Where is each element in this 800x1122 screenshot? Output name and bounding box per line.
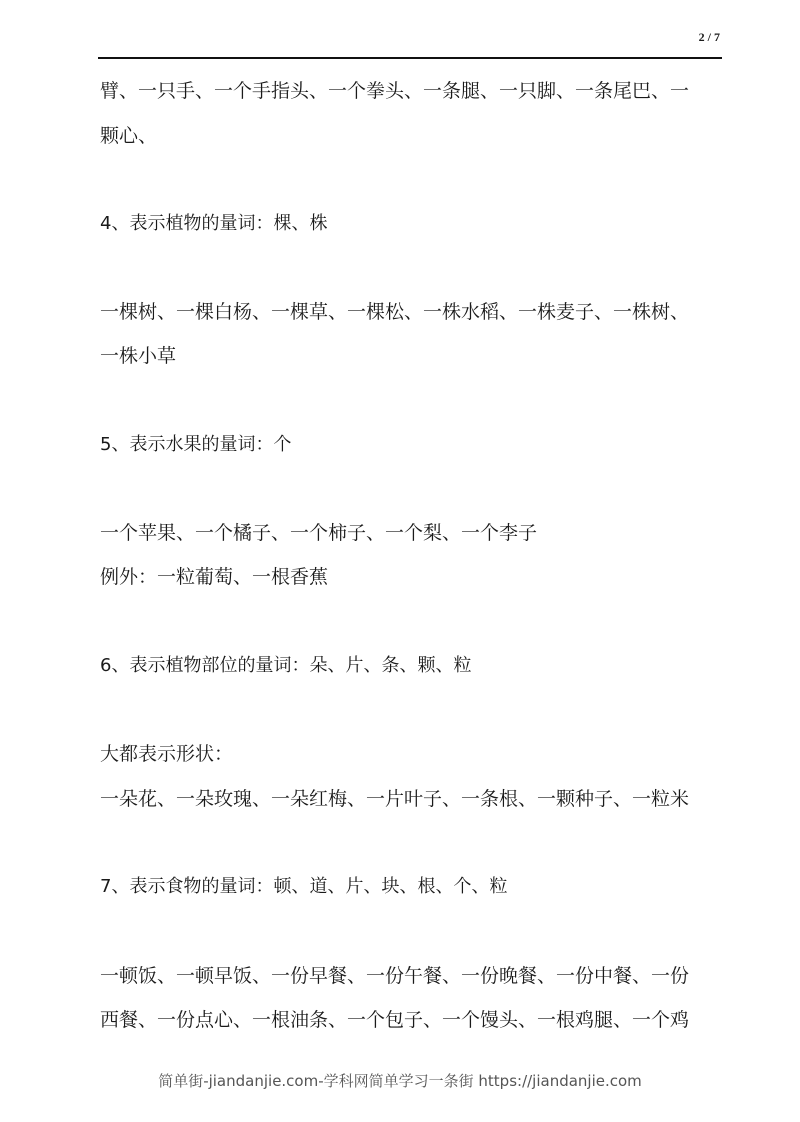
section-6-heading: 6、表示植物部位的量词：朵、片、条、颗、粒 <box>100 655 472 676</box>
section-7-heading: 7、表示食物的量词：顿、道、片、块、根、个、粒 <box>100 876 508 897</box>
continuation-line-1: 臂、一只手、一个手指头、一个拳头、一条腿、一只脚、一条尾巴、一 <box>100 80 690 102</box>
page-number: 2 / 7 <box>698 30 720 44</box>
section-5-heading: 5、表示水果的量词：个 <box>100 434 292 455</box>
section-7-line-1: 一顿饭、一顿早饭、一份早餐、一份午餐、一份晚餐、一份中餐、一份 <box>100 965 690 987</box>
section-4-heading: 4、表示植物的量词：棵、株 <box>100 213 328 234</box>
section-4-line-2: 一株小草 <box>100 345 177 367</box>
section-4-line-1: 一棵树、一棵白杨、一棵草、一棵松、一株水稻、一株麦子、一株树、 <box>100 301 690 323</box>
footer-watermark: 简单街-jiandanjie.com-学科网简单学习一条街 https://jiandanjie.com <box>158 1072 642 1090</box>
section-6-intro: 大都表示形状： <box>100 743 234 765</box>
section-6-line-1: 一朵花、一朵玫瑰、一朵红梅、一片叶子、一条根、一颗种子、一粒米 <box>100 788 690 810</box>
header-divider <box>98 57 722 59</box>
section-7-line-2: 西餐、一份点心、一根油条、一个包子、一个馒头、一根鸡腿、一个鸡 <box>100 1009 690 1031</box>
section-5-line-2: 例外：一粒葡萄、一根香蕉 <box>100 566 329 588</box>
section-5-line-1: 一个苹果、一个橘子、一个柿子、一个梨、一个李子 <box>100 522 538 544</box>
continuation-line-2: 颗心、 <box>100 125 158 147</box>
